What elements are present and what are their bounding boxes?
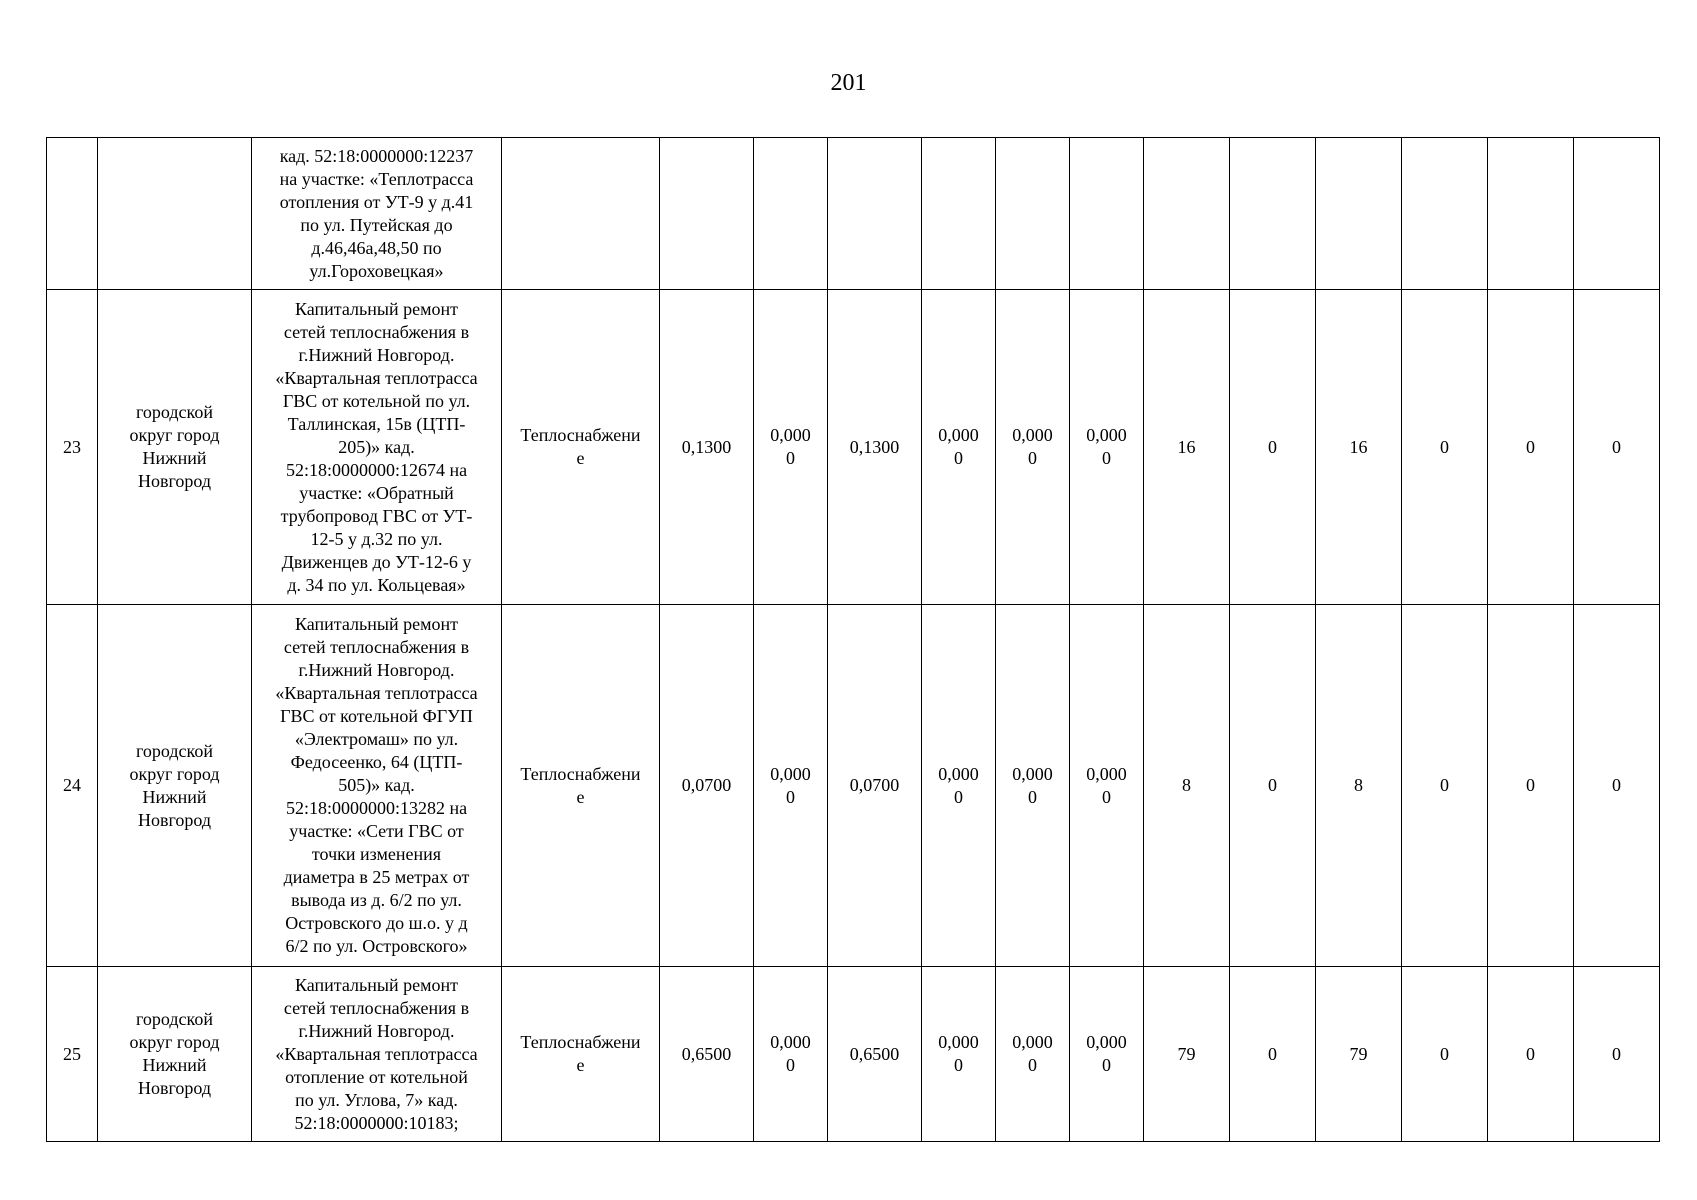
description-cell-line: трубопровод ГВС от УТ- (280, 505, 473, 526)
description-cell-line: диаметра в 25 метрах от (283, 867, 470, 887)
value-cell (996, 138, 1070, 290)
description-cell-line: участке: «Обратный (299, 482, 454, 503)
description-cell-line: ГВС от котельной по ул. (282, 390, 471, 411)
value-cell: 16 (1144, 290, 1230, 605)
description-cell-line: 6/2 по ул. Островского» (285, 936, 468, 956)
value-cell: 0 (1488, 967, 1574, 1142)
description-cell-line: Таллинская, 15в (ЦТП- (287, 413, 466, 434)
table-row (47, 967, 1660, 1142)
value-cell-line: 0,000 (938, 425, 979, 445)
value-cell: 79 (1316, 967, 1402, 1142)
value-cell-line: 0,000 (1012, 1032, 1053, 1052)
description-cell-line: точки изменения (311, 844, 442, 864)
description-cell-line: вывода из д. 6/2 по ул. (291, 890, 462, 910)
description-cell-line: 12-5 у д.32 по ул. (310, 528, 443, 549)
value-cell: 0 (1574, 290, 1660, 605)
value-cell-line: 0 (954, 1055, 963, 1075)
value-cell-line: 0 (786, 448, 795, 468)
table-row (47, 138, 1660, 290)
value-cell (996, 967, 1070, 1142)
municipality-cell-line: Новгород (137, 471, 212, 491)
value-cell-line: 0 (1028, 786, 1037, 807)
value-cell-line: 0 (1102, 448, 1111, 468)
value-cell (1402, 138, 1488, 290)
municipality-cell-line: Нижний (142, 448, 207, 468)
value-cell (754, 605, 828, 967)
value-cell-line: 0,000 (1086, 425, 1127, 445)
type-cell (502, 290, 660, 605)
value-cell (996, 605, 1070, 967)
value-cell: 0 (1402, 290, 1488, 605)
page-number: 201 (830, 70, 867, 96)
municipality-cell (98, 967, 252, 1142)
municipality-cell (98, 138, 252, 290)
value-cell-line: 0,000 (770, 763, 811, 784)
value-cell-line: 0 (954, 448, 963, 468)
description-cell-line: 505)» кад. (338, 775, 415, 795)
table-row (47, 605, 1660, 967)
value-cell-line: 0,000 (1086, 1032, 1127, 1052)
program-table (46, 137, 1660, 1142)
value-cell-line: 0 (1102, 786, 1111, 807)
type-cell-line: е (576, 786, 585, 807)
description-cell-line: г.Нижний Новгород. (298, 1020, 455, 1041)
type-cell (502, 138, 660, 290)
table-row (47, 290, 1660, 605)
description-cell (252, 138, 502, 290)
value-cell (996, 290, 1070, 605)
value-cell (754, 290, 828, 605)
type-cell (502, 605, 660, 967)
value-cell (1488, 138, 1574, 290)
description-cell-line: 205)» кад. (338, 436, 415, 457)
value-cell-line: 0 (1028, 1055, 1037, 1075)
description-cell-line: «Электромаш» по ул. (294, 729, 459, 749)
description-cell-line: Федосеенко, 64 (ЦТП- (290, 752, 463, 772)
description-cell-line: отопления от УТ-9 у д.41 (279, 191, 474, 212)
value-cell: 8 (1144, 605, 1230, 967)
type-cell (502, 967, 660, 1142)
value-cell-line: 0 (954, 786, 963, 807)
municipality-cell-line: Новгород (137, 809, 212, 830)
municipality-cell-line: Нижний (142, 1055, 207, 1075)
value-cell-line: 0,000 (1012, 763, 1053, 784)
row-number-cell: 25 (47, 967, 98, 1142)
value-cell: 79 (1144, 967, 1230, 1142)
description-cell (252, 290, 502, 605)
type-cell-line: Теплоснабжени (520, 763, 641, 784)
value-cell-line: 0,000 (938, 763, 979, 784)
description-cell-line: сетей теплоснабжения в (283, 321, 470, 342)
value-cell (660, 138, 754, 290)
value-cell-line: 0 (1102, 1055, 1111, 1075)
description-cell-line: отопление от котельной (285, 1066, 468, 1087)
row-number-cell: 24 (47, 605, 98, 967)
value-cell-line: 0,000 (770, 425, 811, 445)
value-cell: 0,6500 (828, 967, 922, 1142)
value-cell-line: 0,000 (1012, 425, 1053, 445)
value-cell: 0 (1488, 290, 1574, 605)
value-cell (922, 138, 996, 290)
municipality-cell-line: округ город (129, 425, 220, 445)
description-cell-line: Движенцев до УТ-12-6 у (281, 551, 472, 572)
value-cell-line: 0,000 (1086, 763, 1127, 784)
description-cell-line: 52:18:0000000:13282 на (285, 798, 468, 818)
description-cell-line: Капитальный ремонт (295, 298, 458, 319)
description-cell-line: Капитальный ремонт (295, 614, 458, 634)
description-cell-line: 52:18:0000000:12674 на (285, 459, 468, 480)
value-cell-line: 0 (786, 786, 795, 807)
description-cell (252, 967, 502, 1142)
value-cell (1070, 290, 1144, 605)
municipality-cell (98, 605, 252, 967)
value-cell-line: 0,000 (770, 1032, 811, 1052)
type-cell-line: Теплоснабжени (520, 425, 641, 445)
value-cell: 0,0700 (660, 605, 754, 967)
value-cell: 0,1300 (660, 290, 754, 605)
value-cell (1574, 138, 1660, 290)
municipality-cell-line: округ город (129, 1032, 220, 1052)
value-cell: 8 (1316, 605, 1402, 967)
value-cell (754, 967, 828, 1142)
value-cell (1070, 138, 1144, 290)
description-cell-line: «Квартальная теплотрасса (275, 683, 478, 703)
municipality-cell-line: Нижний (142, 786, 207, 807)
value-cell: 0,0700 (828, 605, 922, 967)
municipality-cell-line: городской (135, 1009, 214, 1029)
value-cell (1230, 138, 1316, 290)
value-cell: 0,6500 (660, 967, 754, 1142)
description-cell-line: Островского до ш.о. у д (285, 913, 468, 933)
value-cell (922, 967, 996, 1142)
description-cell-line: ул.Гороховецкая» (309, 260, 444, 281)
municipality-cell-line: городской (135, 740, 214, 761)
description-cell-line: кад. 52:18:0000000:12237 (279, 145, 474, 166)
value-cell (1070, 967, 1144, 1142)
type-cell-line: е (576, 448, 585, 468)
municipality-cell-line: округ город (129, 763, 220, 784)
type-cell-line: е (576, 1055, 585, 1075)
value-cell (828, 138, 922, 290)
value-cell: 0 (1230, 290, 1316, 605)
description-cell-line: ГВС от котельной ФГУП (280, 706, 473, 726)
description-cell-line: сетей теплоснабжения в (283, 637, 470, 657)
value-cell (754, 138, 828, 290)
type-cell-line: Теплоснабжени (520, 1032, 641, 1052)
value-cell-line: 0 (1028, 448, 1037, 468)
description-cell-line: по ул. Углова, 7» кад. (295, 1089, 458, 1110)
value-cell: 0 (1488, 605, 1574, 967)
value-cell (1144, 138, 1230, 290)
value-cell (922, 290, 996, 605)
value-cell: 0 (1574, 967, 1660, 1142)
value-cell (922, 605, 996, 967)
description-cell (252, 605, 502, 967)
description-cell-line: участке: «Сети ГВС от (289, 821, 464, 841)
description-cell-line: г.Нижний Новгород. (298, 344, 455, 365)
value-cell-line: 0 (786, 1055, 795, 1075)
value-cell: 0 (1230, 605, 1316, 967)
municipality-cell-line: городской (135, 402, 214, 422)
value-cell: 0 (1230, 967, 1316, 1142)
municipality-cell-line: Новгород (137, 1078, 212, 1098)
description-cell-line: д.46,46а,48,50 по (311, 237, 442, 258)
value-cell: 16 (1316, 290, 1402, 605)
value-cell: 0 (1402, 605, 1488, 967)
value-cell (1070, 605, 1144, 967)
value-cell (1316, 138, 1402, 290)
description-cell-line: «Квартальная теплотрасса (275, 367, 478, 388)
description-cell-line: 52:18:0000000:10183; (294, 1112, 459, 1133)
description-cell-line: Капитальный ремонт (295, 974, 458, 995)
description-cell-line: г.Нижний Новгород. (298, 660, 455, 680)
row-number-cell: 23 (47, 290, 98, 605)
value-cell: 0 (1402, 967, 1488, 1142)
value-cell: 0 (1574, 605, 1660, 967)
description-cell-line: на участке: «Теплотрасса (279, 168, 474, 189)
municipality-cell (98, 290, 252, 605)
description-cell-line: по ул. Путейская до (300, 214, 453, 235)
description-cell-line: сетей теплоснабжения в (283, 997, 470, 1018)
row-number-cell (47, 138, 98, 290)
description-cell-line: «Квартальная теплотрасса (275, 1043, 478, 1064)
value-cell: 0,1300 (828, 290, 922, 605)
value-cell-line: 0,000 (938, 1032, 979, 1052)
description-cell-line: д. 34 по ул. Кольцевая» (287, 574, 466, 595)
